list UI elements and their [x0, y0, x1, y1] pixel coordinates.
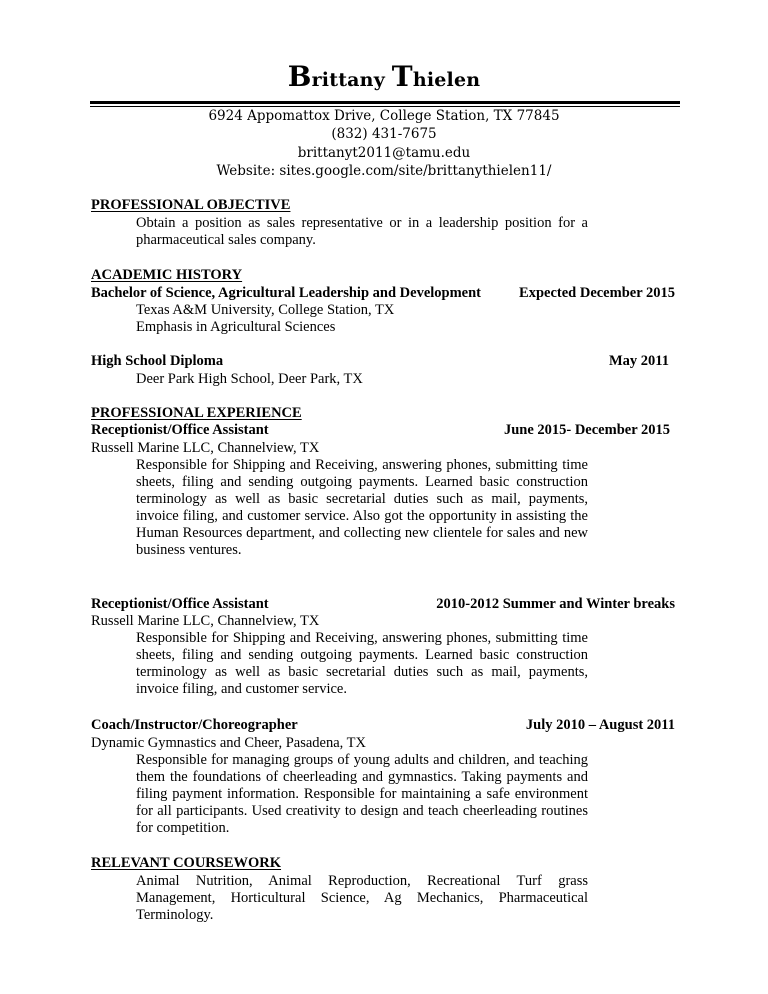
degree-date: Expected December 2015 [519, 285, 675, 301]
job-title: Receptionist/Office Assistant [91, 422, 269, 438]
job-employer: Russell Marine LLC, Channelview, TX [91, 440, 320, 456]
highschool-date: May 2011 [608, 353, 669, 369]
job-date: June 2015- December 2015 [503, 422, 670, 438]
job-description: Responsible for Shipping and Receiving, answering phones, submitting time sheets, filing and sending outgoing payments. Learned basic construction terminology as well as basic secretarial duties such as mail, payments, invoice filing, and customer service. Also got the opportunity in assisting the Human Resources department, and collecting new clientele for sales and new business ventures. [136, 457, 588, 558]
coursework-text: Animal Nutrition, Animal Reproduction, Recreational Turf grass Management, Horticultural Science, Ag Mechanics, Pharmaceutical Terminology. [136, 873, 588, 923]
job-date: July 2010 – August 2011 [525, 717, 675, 733]
contact-phone: (832) 431-7675 [331, 126, 437, 142]
highschool-title: High School Diploma [91, 353, 224, 369]
job-title: Receptionist/Office Assistant [91, 596, 269, 612]
degree-title: Bachelor of Science, Agricultural Leadership and Development [91, 285, 481, 301]
contact-address: 6924 Appomattox Drive, College Station, TX 77845 [208, 108, 560, 124]
job-employer: Russell Marine LLC, Channelview, TX [91, 613, 320, 629]
academic-heading: ACADEMIC HISTORY [91, 267, 243, 283]
job-description: Responsible for managing groups of young adults and children, and teaching them the foundations of cheerleading and gymnastics. Taking payments and filing payment information. Responsible for maintaining a safe environment for all participants. Used creativity to design and teach cheerleading routines for competition. [136, 752, 588, 836]
objective-heading: PROFESSIONAL OBJECTIVE [91, 197, 291, 213]
resume-name: Brittany Thielen [287, 60, 481, 93]
job-title: Coach/Instructor/Choreographer [91, 717, 298, 733]
degree-school: Texas A&M University, College Station, TX [136, 302, 395, 318]
contact-email[interactable]: brittanyt2011@tamu.edu [297, 145, 471, 161]
experience-heading: PROFESSIONAL EXPERIENCE [91, 405, 302, 421]
job-employer: Dynamic Gymnastics and Cheer, Pasadena, TX [91, 735, 366, 751]
objective-text: Obtain a position as sales representative or in a leadership position for a pharmaceutical sales company. [136, 215, 588, 248]
header-rule-thick [90, 101, 680, 104]
highschool-school: Deer Park High School, Deer Park, TX [136, 371, 363, 387]
contact-website[interactable]: Website: sites.google.com/site/brittanythielen11/ [216, 163, 552, 179]
coursework-heading: RELEVANT COURSEWORK [91, 855, 282, 871]
job-description: Responsible for Shipping and Receiving, answering phones, submitting time sheets, filing and sending outgoing payments. Learned basic construction terminology as well as basic secretarial duties such as mail, payments, invoice filing, and customer service. [136, 630, 588, 697]
degree-emphasis: Emphasis in Agricultural Sciences [136, 319, 336, 335]
job-date: 2010-2012 Summer and Winter breaks [436, 596, 675, 612]
